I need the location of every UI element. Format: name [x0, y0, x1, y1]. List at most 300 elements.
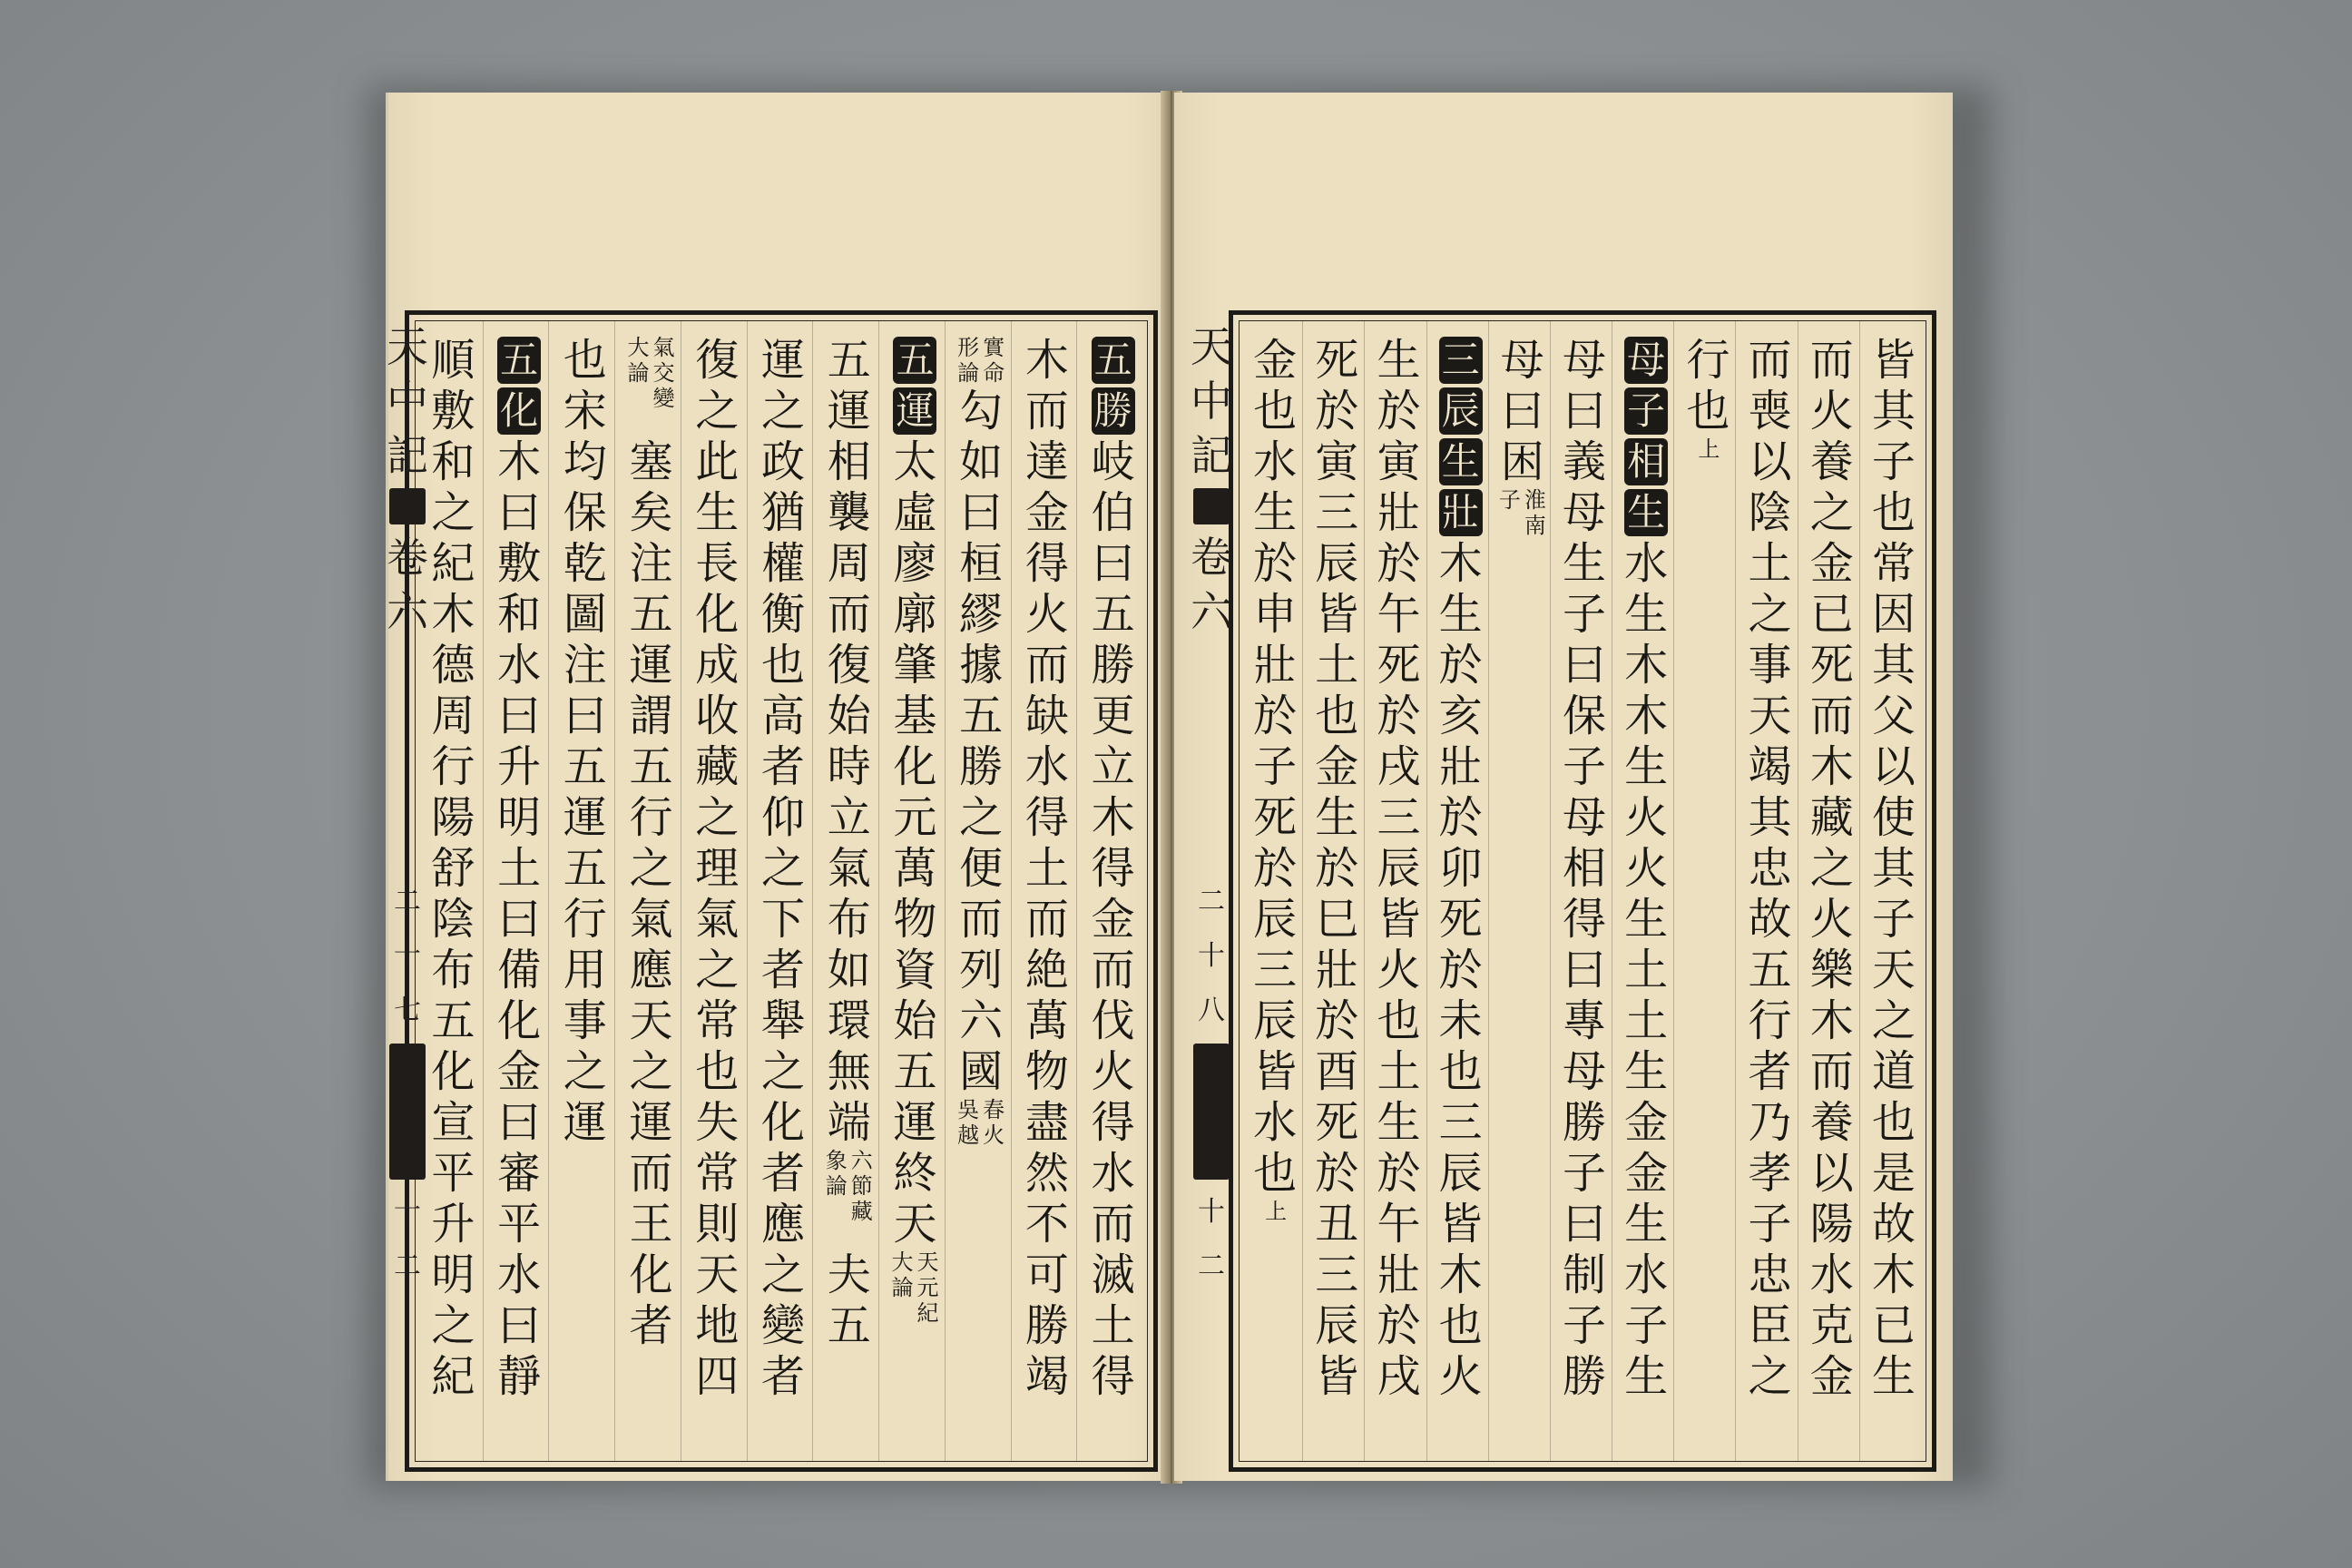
text-char: 立 [827, 792, 871, 843]
text-char: 土 [1315, 640, 1359, 691]
text-char: 死 [1438, 894, 1483, 945]
text-char: 生 [1253, 487, 1298, 538]
annotation-note [956, 1097, 1005, 1148]
text-char: 四 [695, 1351, 740, 1402]
column-rule [1550, 320, 1551, 1462]
text-char: 周 [431, 691, 475, 741]
text-char: 也 [1315, 691, 1359, 741]
text-char: 於 [1438, 640, 1483, 691]
text-char: 於 [1315, 995, 1359, 1046]
text-char: 於 [1315, 843, 1359, 894]
text-char: 孝 [1748, 1148, 1792, 1199]
text-char: 始 [893, 995, 937, 1046]
text-char: 之 [695, 792, 740, 843]
text-char: 之 [760, 1250, 805, 1300]
text-char: 也 [1253, 1148, 1298, 1199]
text-char: 襲 [827, 487, 871, 538]
margin-volume-char: 卷 [1191, 533, 1232, 582]
annotation-char: 六 [850, 1148, 873, 1173]
text-char: 之 [959, 792, 1004, 843]
text-char: 之 [629, 843, 673, 894]
text-char: 之 [695, 945, 740, 995]
annotation-char: 論 [825, 1173, 848, 1199]
text-char: 生 [1871, 1351, 1916, 1402]
text-char: 生 [1624, 1046, 1669, 1097]
text-char: 氣 [695, 894, 740, 945]
text-char: 生 [695, 487, 740, 538]
text-char: 子 [1253, 741, 1298, 792]
right-page [1174, 93, 1953, 1481]
text-char: 之 [431, 487, 475, 538]
text-char: 物 [1024, 1046, 1069, 1097]
text-char: 三 [1315, 1250, 1359, 1300]
column-rule [878, 320, 879, 1462]
text-char: 已 [1871, 1300, 1916, 1351]
text-char: 王 [629, 1199, 673, 1250]
text-char: 三 [1377, 792, 1421, 843]
text-char: 金 [1253, 335, 1298, 386]
text-char: 克 [1809, 1300, 1854, 1351]
text-char: 金 [1624, 1148, 1669, 1199]
margin-title-char: 記 [387, 431, 428, 480]
text-char: 而 [1024, 386, 1069, 436]
text-char: 之 [431, 1300, 475, 1351]
text-char: 而 [1024, 640, 1069, 691]
text-char: 水 [1253, 436, 1298, 487]
text-char: 天 [1871, 945, 1916, 995]
text-char: 其 [1871, 640, 1916, 691]
text-char: 運 [563, 792, 607, 843]
text-char: 謂 [629, 691, 673, 741]
text-char: 於 [1438, 792, 1483, 843]
text-char: 運 [563, 1097, 607, 1148]
text-char: 乾 [563, 538, 607, 589]
text-char: 之 [695, 386, 740, 436]
text-char: 廓 [893, 589, 937, 640]
section-heading-char: 壯 [1439, 489, 1483, 536]
text-char: 也 [695, 1046, 740, 1097]
text-char: 生 [1624, 1199, 1669, 1250]
text-char: 曰 [1500, 386, 1544, 436]
text-char: 平 [497, 1199, 542, 1250]
text-char: 明 [431, 1250, 475, 1300]
margin-marker-char: 二 [394, 1250, 421, 1282]
annotation-char: 實 [983, 335, 1005, 360]
text-char: 五 [629, 589, 673, 640]
column-rule [548, 320, 549, 1462]
text-char: 子 [1871, 436, 1916, 487]
column-rule [483, 320, 484, 1462]
text-char: 地 [695, 1300, 740, 1351]
text-char: 臣 [1748, 1300, 1792, 1351]
text-char: 曰 [1091, 538, 1135, 589]
annotation-char: 南 [1524, 513, 1546, 538]
left-text-frame [405, 310, 1158, 1472]
annotation-note [1262, 1199, 1288, 1250]
text-char: 萬 [893, 843, 937, 894]
text-char: 木 [1438, 1250, 1483, 1300]
text-char: 水 [497, 1250, 542, 1300]
margin-page-char: 二 [394, 886, 421, 917]
text-char: 行 [1686, 335, 1730, 386]
column-rule [1488, 320, 1489, 1462]
text-char: 死 [1377, 640, 1421, 691]
text-char: 曰 [1562, 640, 1606, 691]
text-char: 壯 [1315, 945, 1359, 995]
text-char: 以 [1871, 741, 1916, 792]
text-char: 天 [1748, 691, 1792, 741]
text-char: 火 [1024, 589, 1069, 640]
text-char: 母 [1562, 335, 1606, 386]
text-char: 敷 [497, 538, 542, 589]
column-rule [812, 320, 813, 1462]
section-heading-char: 化 [497, 387, 541, 435]
text-char: 也 [1871, 487, 1916, 538]
text-char: 伯 [1091, 487, 1135, 538]
text-char: 行 [563, 894, 607, 945]
text-column [627, 335, 676, 1351]
text-char: 得 [1024, 538, 1069, 589]
annotation-note [627, 335, 676, 436]
text-char: 如 [827, 945, 871, 995]
annotation-char: 紀 [916, 1300, 939, 1326]
annotation-char: 天 [916, 1250, 939, 1275]
text-char: 死 [1253, 792, 1298, 843]
text-char: 基 [893, 691, 937, 741]
text-char: 也 [1686, 386, 1730, 436]
text-char: 保 [563, 487, 607, 538]
text-char: 忠 [1748, 843, 1792, 894]
text-char: 土 [497, 843, 542, 894]
text-char: 塞 [629, 436, 673, 487]
text-char: 權 [760, 538, 805, 589]
text-char: 丑 [1315, 1199, 1359, 1250]
text-char: 生 [1624, 1351, 1669, 1402]
text-char: 未 [1438, 995, 1483, 1046]
text-char: 者 [629, 1300, 673, 1351]
text-char: 卯 [1438, 843, 1483, 894]
text-char: 金 [497, 1046, 542, 1097]
text-char: 得 [1091, 1097, 1135, 1148]
text-char: 辰 [1253, 995, 1298, 1046]
text-char: 也 [1438, 1046, 1483, 1097]
text-char: 紀 [431, 538, 475, 589]
text-char: 辰 [1377, 843, 1421, 894]
margin-title-char: 天 [387, 322, 428, 371]
text-char: 德 [431, 640, 475, 691]
text-char: 竭 [1748, 741, 1792, 792]
text-char: 死 [1315, 335, 1359, 386]
column-rule [1673, 320, 1674, 1462]
text-char: 而 [1809, 1046, 1854, 1097]
text-column [428, 335, 477, 1402]
text-char: 木 [1091, 792, 1135, 843]
section-heading-char: 相 [1624, 438, 1668, 485]
text-char: 然 [1024, 1148, 1069, 1199]
text-char: 以 [1748, 436, 1792, 487]
text-char: 於 [1438, 945, 1483, 995]
text-char: 壯 [1253, 640, 1298, 691]
text-char: 於 [1315, 386, 1359, 436]
column-rule [945, 320, 946, 1462]
text-char: 辰 [1253, 894, 1298, 945]
text-char: 曰 [497, 691, 542, 741]
text-char: 者 [760, 1148, 805, 1199]
text-char: 絶 [1024, 945, 1069, 995]
text-char: 運 [827, 386, 871, 436]
text-column [1023, 335, 1072, 1402]
text-char: 金 [1624, 1097, 1669, 1148]
text-char: 土 [1024, 843, 1069, 894]
text-column [561, 335, 610, 1148]
annotation-note [890, 1250, 939, 1351]
text-char: 岐 [1091, 436, 1135, 487]
text-char: 於 [1377, 1300, 1421, 1351]
column-rule [1302, 320, 1303, 1462]
text-char: 勾 [959, 386, 1004, 436]
text-char: 生 [1624, 894, 1669, 945]
text-char: 收 [695, 691, 740, 741]
text-char: 立 [1091, 741, 1135, 792]
column-rule [1735, 320, 1736, 1462]
text-char: 者 [1748, 1046, 1792, 1097]
text-char: 土 [1624, 945, 1669, 995]
text-char: 升 [431, 1199, 475, 1250]
text-char: 於 [1377, 1148, 1421, 1199]
text-char: 土 [1091, 1300, 1135, 1351]
text-char: 勝 [1024, 1300, 1069, 1351]
text-char: 五 [827, 335, 871, 386]
text-char: 子 [1562, 741, 1606, 792]
text-column [1869, 335, 1918, 1402]
text-char: 之 [1748, 589, 1792, 640]
text-char: 者 [760, 1351, 805, 1402]
text-char: 因 [1871, 589, 1916, 640]
text-char: 水 [1024, 741, 1069, 792]
text-char: 水 [1091, 1148, 1135, 1199]
margin-page-char: 十 [1198, 940, 1225, 972]
text-char: 之 [1809, 843, 1854, 894]
text-char: 專 [1562, 995, 1606, 1046]
text-char: 得 [1091, 843, 1135, 894]
text-char: 水 [1253, 1097, 1298, 1148]
margin-page-char: 十 [394, 940, 421, 972]
margin-volume-char: 六 [1191, 587, 1232, 636]
column-rule [1076, 320, 1077, 1462]
text-char: 金 [1024, 487, 1069, 538]
text-char: 木 [1438, 538, 1483, 589]
text-column [1312, 335, 1361, 1402]
text-char: 而 [1809, 335, 1854, 386]
text-char: 周 [827, 538, 871, 589]
text-char: 如 [959, 436, 1004, 487]
text-char: 子 [1748, 1199, 1792, 1250]
text-char: 繆 [959, 589, 1004, 640]
text-char: 養 [1809, 436, 1854, 487]
text-char: 乃 [1748, 1097, 1792, 1148]
text-char: 壯 [1438, 741, 1483, 792]
text-char: 國 [959, 1046, 1004, 1097]
text-char: 化 [497, 995, 542, 1046]
text-char: 土 [1377, 1046, 1421, 1097]
text-char: 其 [1748, 792, 1792, 843]
annotation-char: 論 [627, 360, 650, 386]
text-char: 母 [1562, 792, 1606, 843]
text-char: 長 [695, 538, 740, 589]
text-char: 資 [893, 945, 937, 995]
text-char: 政 [760, 436, 805, 487]
section-heading-char: 母 [1624, 337, 1668, 384]
text-char: 五 [1748, 945, 1792, 995]
right-text-frame [1229, 310, 1936, 1472]
text-char: 矣 [629, 487, 673, 538]
text-char: 土 [1624, 995, 1669, 1046]
text-char: 使 [1871, 792, 1916, 843]
text-char: 已 [1809, 589, 1854, 640]
text-char: 皆 [1315, 589, 1359, 640]
margin-page-char: 八 [1198, 995, 1225, 1026]
text-char: 桓 [959, 538, 1004, 589]
text-char: 藏 [1809, 792, 1854, 843]
text-char: 道 [1871, 1046, 1916, 1097]
text-char: 氣 [629, 894, 673, 945]
text-char: 喪 [1748, 386, 1792, 436]
margin-volume-char: 六 [387, 587, 428, 636]
text-char: 舒 [431, 843, 475, 894]
text-char: 死 [1809, 640, 1854, 691]
text-char: 生 [1377, 1097, 1421, 1148]
text-char: 之 [760, 1046, 805, 1097]
text-char: 火 [1624, 792, 1669, 843]
text-char: 火 [1377, 945, 1421, 995]
section-heading-char: 勝 [1092, 387, 1135, 435]
text-char: 化 [760, 1097, 805, 1148]
text-char: 理 [695, 843, 740, 894]
text-char: 戌 [1377, 1351, 1421, 1402]
text-column [1746, 335, 1795, 1402]
text-char: 於 [1253, 538, 1298, 589]
text-char: 勝 [959, 741, 1004, 792]
text-char: 環 [827, 995, 871, 1046]
text-char: 辰 [1315, 1300, 1359, 1351]
text-char: 之 [1871, 995, 1916, 1046]
annotation-char: 論 [957, 360, 980, 386]
text-char: 火 [1091, 1046, 1135, 1097]
text-char: 事 [1748, 640, 1792, 691]
text-char: 五 [959, 691, 1004, 741]
text-char: 曰 [497, 1300, 542, 1351]
text-char: 五 [827, 1300, 871, 1351]
text-column [890, 335, 939, 1351]
section-heading-char: 五 [1092, 337, 1135, 384]
text-char: 猶 [760, 487, 805, 538]
text-column [825, 335, 874, 1351]
annotation-char: 氣 [652, 335, 675, 360]
text-char: 敷 [431, 386, 475, 436]
text-char: 而 [1091, 1199, 1135, 1250]
text-char: 得 [1562, 894, 1606, 945]
text-char: 曰 [1562, 1199, 1606, 1250]
annotation-char: 子 [1498, 487, 1521, 513]
text-char: 寅 [1315, 436, 1359, 487]
text-char: 行 [1748, 995, 1792, 1046]
text-char: 肇 [893, 640, 937, 691]
text-char: 運 [760, 335, 805, 386]
text-column [1374, 335, 1423, 1402]
section-heading-char: 生 [1624, 489, 1668, 536]
text-char: 曰 [497, 487, 542, 538]
column-rule [614, 320, 615, 1462]
text-char: 母 [1500, 335, 1544, 386]
text-char: 巳 [1315, 894, 1359, 945]
text-char: 死 [1315, 1097, 1359, 1148]
text-char: 而 [827, 589, 871, 640]
text-char: 火 [1438, 1351, 1483, 1402]
text-char: 父 [1871, 691, 1916, 741]
text-char: 和 [431, 436, 475, 487]
text-char: 之 [563, 1046, 607, 1097]
column-rule [1364, 320, 1365, 1462]
text-char: 成 [695, 640, 740, 691]
text-char: 之 [760, 386, 805, 436]
text-char: 水 [1624, 1250, 1669, 1300]
text-char: 也 [1438, 1300, 1483, 1351]
text-char: 養 [1809, 1097, 1854, 1148]
text-char: 據 [959, 640, 1004, 691]
text-char: 義 [1562, 436, 1606, 487]
text-char: 木 [1809, 995, 1854, 1046]
annotation-char: 元 [916, 1275, 939, 1300]
text-char: 其 [1871, 386, 1916, 436]
text-char: 藏 [695, 741, 740, 792]
text-char: 五 [893, 1046, 937, 1097]
text-char: 生 [1624, 741, 1669, 792]
text-char: 金 [1809, 538, 1854, 589]
text-char: 審 [497, 1148, 542, 1199]
text-char: 勝 [1091, 640, 1135, 691]
text-char: 虛 [893, 487, 937, 538]
text-char: 水 [497, 640, 542, 691]
section-heading-char: 五 [893, 337, 936, 384]
text-char: 勝 [1562, 1097, 1606, 1148]
text-char: 竭 [1024, 1351, 1069, 1402]
text-char: 布 [827, 894, 871, 945]
text-char: 便 [959, 843, 1004, 894]
text-char: 水 [1809, 1250, 1854, 1300]
text-char: 子 [1562, 589, 1606, 640]
text-char: 仰 [760, 792, 805, 843]
margin-title-char: 天 [1191, 322, 1232, 371]
text-char: 曰 [1562, 945, 1606, 995]
annotation-char: 淮 [1524, 487, 1546, 513]
section-heading-char: 辰 [1439, 387, 1483, 435]
text-char: 曰 [1562, 386, 1606, 436]
text-char: 是 [1871, 1148, 1916, 1199]
text-char: 注 [563, 640, 607, 691]
text-char: 生 [1315, 792, 1359, 843]
text-char: 圖 [563, 589, 607, 640]
column-rule [1426, 320, 1427, 1462]
text-char: 辰 [1438, 1148, 1483, 1199]
section-heading-char: 運 [893, 387, 936, 435]
annotation-char: 吳 [957, 1097, 980, 1122]
text-column [1560, 335, 1609, 1402]
text-char: 也 [1253, 386, 1298, 436]
text-char: 化 [431, 1046, 475, 1097]
text-char: 可 [1024, 1250, 1069, 1300]
text-char: 壯 [1377, 1250, 1421, 1300]
text-char: 事 [563, 995, 607, 1046]
